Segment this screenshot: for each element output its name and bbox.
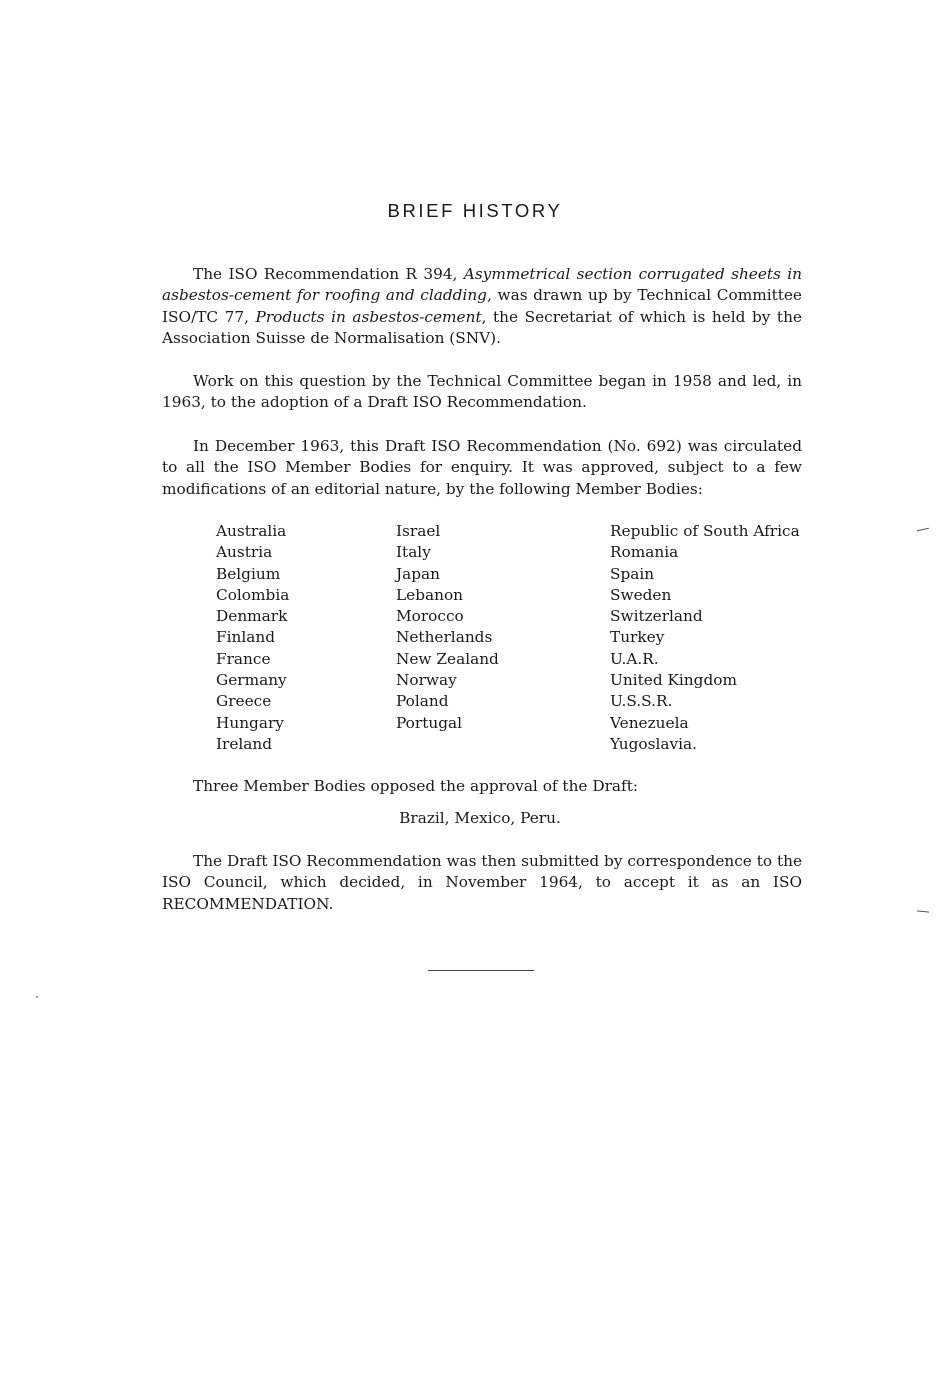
intro-tail: , the Secretariat of which is held by the Association Suisse de Normalisation (SNV). [162, 307, 802, 348]
member-body-item: Greece [216, 692, 272, 711]
member-body-item: Germany [216, 671, 287, 690]
work-text: Work on this question by the Technical Committee began in 1958 and led, in 1963, to the adoption of a Draft ISO Recommendation. [162, 372, 802, 412]
committee-name: Products in asbestos-cement [255, 307, 482, 326]
member-body-item: Denmark [216, 607, 288, 626]
member-body-item: France [216, 649, 271, 668]
members-column-1 [216, 521, 289, 755]
member-body-item: Norway [396, 671, 457, 690]
member-body-item: Japan [396, 564, 441, 583]
council-text: The Draft ISO Recommendation was then submitted by correspondence to the ISO Council, which decided, in November 1964, to accept it as an ISO RECOMMENDATION. [162, 852, 802, 913]
member-body-item: Portugal [396, 713, 462, 732]
members-column-3 [610, 521, 800, 755]
member-body-item: Republic of South Africa [610, 522, 800, 540]
member-body-item: Italy [396, 543, 431, 562]
work-paragraph [162, 371, 802, 414]
member-body-item: Spain [610, 564, 655, 583]
member-body-item: U.A.R. [610, 649, 659, 668]
member-body-item: Netherlands [396, 628, 493, 647]
member-body-item: Hungary [216, 713, 284, 732]
intro-paragraph [162, 264, 802, 350]
member-body-item: Austria [216, 543, 273, 562]
member-body-item: United Kingdom [610, 671, 737, 690]
intro-mid: , was drawn up by Technical Committee ISO/TC 77, [162, 286, 802, 326]
council-paragraph [162, 851, 802, 915]
member-body-item: Romania [610, 543, 679, 562]
member-body-item: Finland [216, 628, 276, 647]
opposed-intro: Three Member Bodies opposed the approval of the Draft: [193, 777, 638, 795]
page-title: BRIEF HISTORY [387, 200, 563, 221]
margin-mark [917, 910, 929, 912]
intro-lead: The ISO Recommendation R 394, [193, 265, 464, 283]
members-column-2 [396, 521, 499, 734]
enquiry-paragraph [162, 436, 802, 500]
member-body-item: Belgium [216, 564, 281, 583]
member-body-item: Ireland [216, 734, 273, 753]
margin-mark [917, 528, 929, 531]
member-body-item: New Zealand [396, 649, 499, 668]
member-body-item: Australia [216, 522, 287, 540]
member-body-item: Switzerland [610, 607, 703, 626]
closing-rule [428, 970, 534, 971]
scan-speck [36, 996, 38, 998]
recommendation-title: Asymmetrical section corrugated sheets in asbestos-cement for roofing and cladding [162, 265, 802, 305]
member-body-item: Turkey [610, 628, 665, 647]
enquiry-text: In December 1963, this Draft ISO Recommendation (No. 692) was circulated to all the ISO Member Bodies for enquiry. It was approved, subject to a few modifications of an editorial nature, by the following Member Bodies: [162, 437, 802, 498]
member-body-item: U.S.S.R. [610, 692, 673, 711]
member-body-item: Colombia [216, 585, 290, 604]
member-body-item: Lebanon [396, 585, 464, 604]
member-body-item: Poland [396, 692, 449, 711]
opposed-members: Brazil, Mexico, Peru. [399, 809, 561, 827]
member-body-item: Yugoslavia. [610, 734, 698, 753]
member-body-item: Israel [396, 522, 441, 540]
member-body-item: Venezuela [610, 713, 689, 732]
member-body-item: Morocco [396, 607, 464, 626]
member-body-item: Sweden [610, 585, 672, 604]
